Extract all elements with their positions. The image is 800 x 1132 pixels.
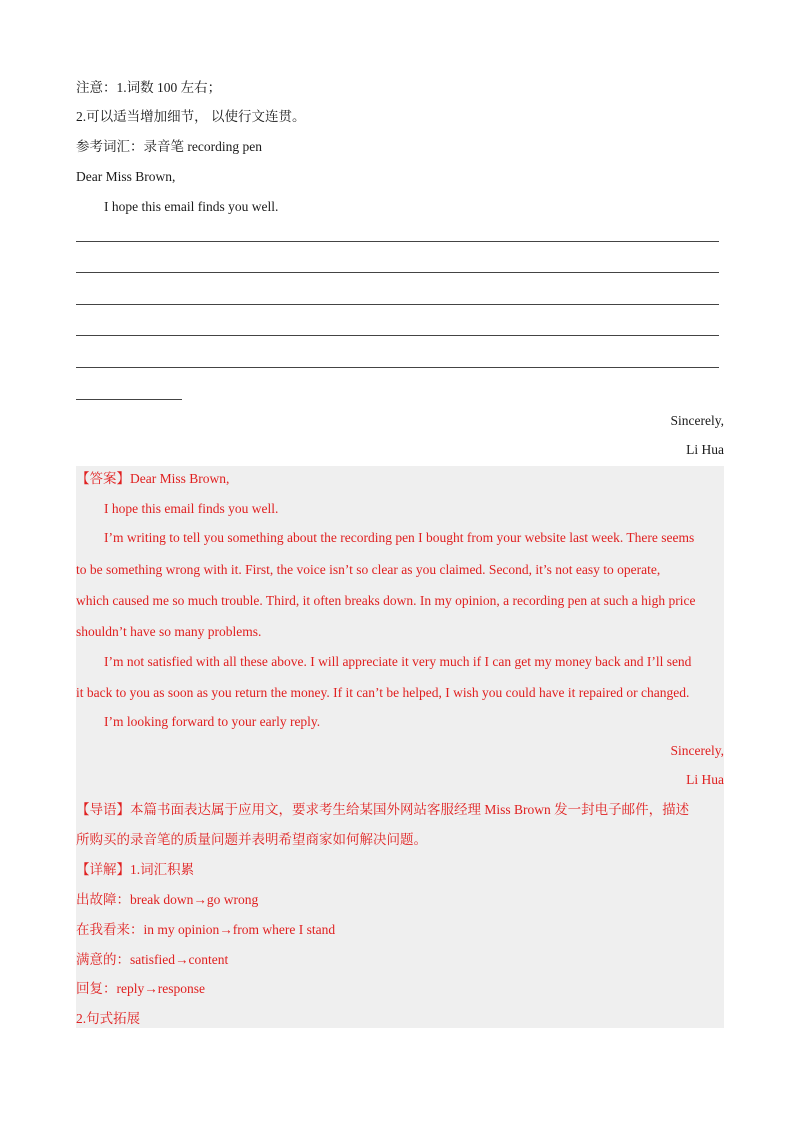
vocab-item: 在我看来：in my opinion→from where I stand xyxy=(76,922,336,937)
guide-tag: 【导语】 xyxy=(76,802,130,817)
writing-line xyxy=(76,335,719,336)
answer-p2-line: it back to you as soon as you return the money. If it can’t be helped, I wish you could have it repaired or changed. xyxy=(76,685,690,700)
answer-salutation-line xyxy=(76,470,229,488)
vocab-item: 出故障：break down→go wrong xyxy=(76,892,259,907)
detail-tag: 【详解】 xyxy=(76,862,130,877)
answer-panel xyxy=(76,466,724,1028)
detail-heading-sentence: 2.句式拓展 xyxy=(76,1011,141,1026)
answer-p2-line: I’m not satisfied with all these above. I will appreciate it very much if I can get my money back and I’ll send xyxy=(104,654,692,669)
writing-line xyxy=(76,367,719,368)
letter-signature: Li Hua xyxy=(686,442,724,457)
guide-line-1 xyxy=(76,801,689,819)
note-word-count: 注意：1.词数 100 左右； xyxy=(76,80,222,95)
answer-p1-line: to be something wrong with it. First, the voice isn’t so clear as you claimed. Second, it’s not easy to operate, xyxy=(76,562,661,577)
answer-closing: Sincerely, xyxy=(670,743,724,758)
writing-line xyxy=(76,304,719,305)
answer-salutation: Dear Miss Brown, xyxy=(130,471,230,486)
detail-heading-vocab: 1.词汇积累 xyxy=(130,862,195,877)
guide-text-1: 本篇书面表达属于应用文，要求考生给某国外网站客服经理 Miss Brown 发一封电子邮件，描述 xyxy=(130,802,690,817)
answer-p1-line: shouldn’t have so many problems. xyxy=(76,624,262,639)
answer-p1-line: I’m writing to tell you something about the recording pen I bought from your website last week. There seems xyxy=(104,530,695,545)
vocab-item: 满意的：satisfied→content xyxy=(76,952,229,967)
letter-opening: I hope this email finds you well. xyxy=(104,199,279,214)
answer-p3: I’m looking forward to your early reply. xyxy=(104,714,321,729)
reference-vocab: 参考词汇：录音笔 recording pen xyxy=(76,139,262,154)
letter-closing: Sincerely, xyxy=(670,413,724,428)
note-details: 2.可以适当增加细节， 以使行文连贯。 xyxy=(76,109,306,124)
answer-signature: Li Hua xyxy=(686,772,724,787)
writing-line xyxy=(76,241,719,242)
letter-salutation: Dear Miss Brown, xyxy=(76,169,176,184)
answer-p1-line: which caused me so much trouble. Third, it often breaks down. In my opinion, a recording pen at such a high price xyxy=(76,593,696,608)
vocab-item: 回复：reply→response xyxy=(76,981,205,996)
answer-opening: I hope this email finds you well. xyxy=(104,501,279,516)
answer-tag: 【答案】 xyxy=(76,471,130,486)
writing-line xyxy=(76,272,719,273)
writing-line-short xyxy=(76,399,182,400)
guide-text-2: 所购买的录音笔的质量问题并表明希望商家如何解决问题。 xyxy=(76,832,427,847)
detail-heading-line xyxy=(76,861,194,879)
